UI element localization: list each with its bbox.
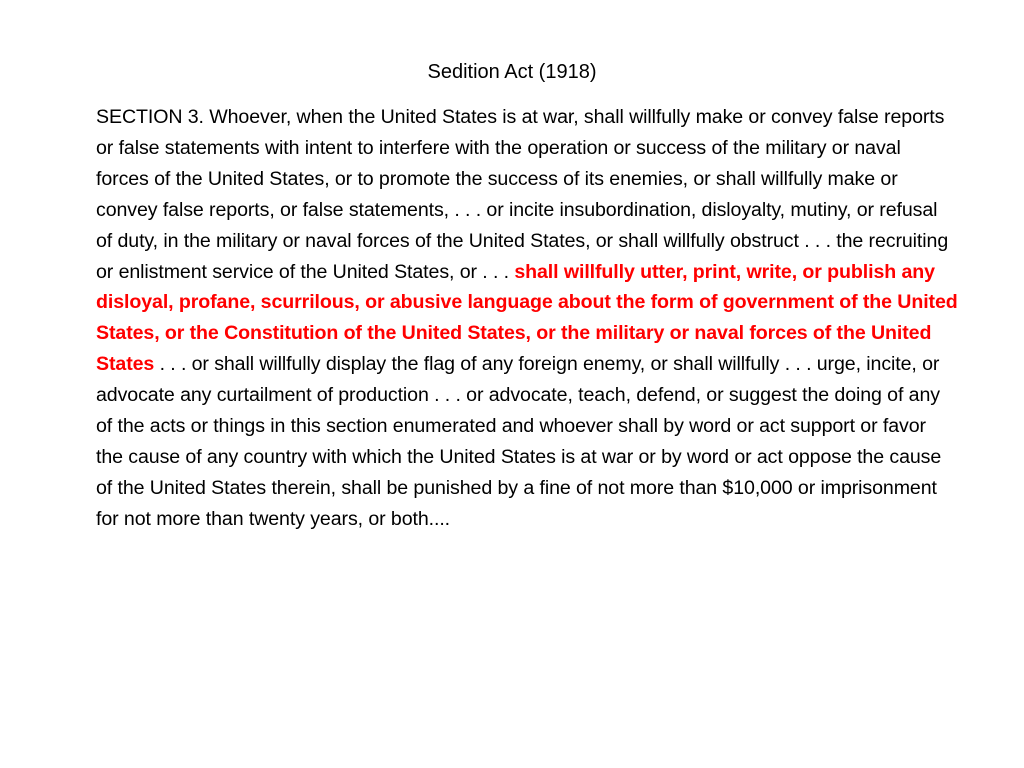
section-text-intro: SECTION 3. Whoever, when the United States is at war, shall willfully make or convey false reports or false statements with intent to interfere with the operation or success of the military or naval forces of the United States, or to promote the success of its enemies, or shall willfully make or convey false reports, or false statements, . . . or incite insubordination, disloyalty, mutiny, or refusal of duty, in the military or naval forces of the United States, or shall willfully obstruct . . . the recruiting or enlistment service of the United States, or . . . bbox=[96, 106, 949, 283]
section-3-text bbox=[96, 102, 958, 535]
slide-title: Sedition Act (1918) bbox=[427, 61, 597, 83]
section-text-emphasized: shall willfully utter, print, write, or publish any disloyal, profane, scurrilous, or abusive language about the form of government of the United States, or the Constitution of the United States, or the military or naval forces of the United States bbox=[96, 260, 958, 376]
section-text-conclusion: . . . or shall willfully display the flag of any foreign enemy, or shall willfully . . . urge, incite, or advocate any curtailment of production . . . or advocate, teach, defend, or suggest the doing of any of the acts or things in this section enumerated and whoever shall by word or act support or favor the cause of any country with which the United States is at war or by word or act oppose the cause of the United States therein, shall be punished by a fine of not more than $10,000 or imprisonment for not more than twenty years, or both.... bbox=[96, 353, 942, 530]
